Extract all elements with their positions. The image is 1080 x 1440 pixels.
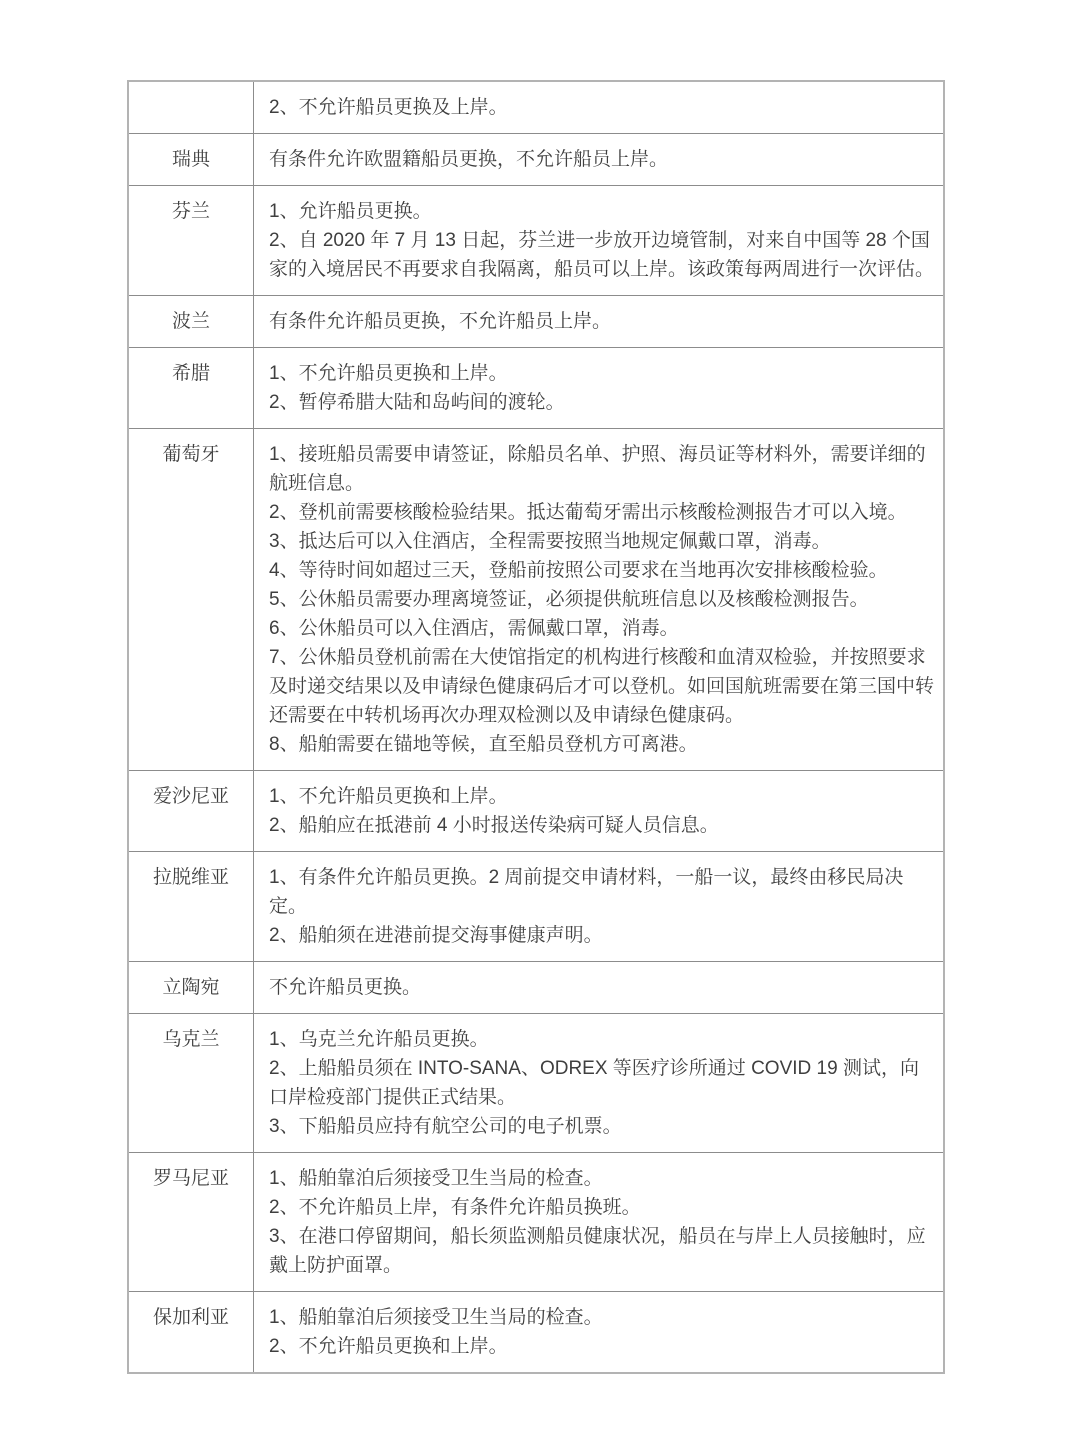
policy-item: 有条件允许船员更换，不允许船员上岸。 <box>269 311 612 332</box>
country-cell: 芬兰 <box>128 186 254 296</box>
country-cell: 罗马尼亚 <box>128 1153 254 1292</box>
crew-change-policy-table <box>127 80 945 1374</box>
policy-item: 3、抵达后可以入住酒店，全程需要按照当地规定佩戴口罩，消毒。 <box>269 531 831 552</box>
policy-item: 2、不允许船员更换和上岸。 <box>269 1336 508 1357</box>
table-row <box>128 186 944 296</box>
policy-cell <box>254 81 945 134</box>
table-row <box>128 134 944 186</box>
policy-item: 2、暂停希腊大陆和岛屿间的渡轮。 <box>269 392 565 413</box>
policy-item: 6、公休船员可以入住酒店，需佩戴口罩，消毒。 <box>269 618 679 639</box>
table-row <box>128 1292 944 1374</box>
country-cell: 保加利亚 <box>128 1292 254 1374</box>
policy-item: 2、船舶应在抵港前 4 小时报送传染病可疑人员信息。 <box>269 815 719 836</box>
policy-item: 不允许船员更换。 <box>269 977 422 998</box>
policy-cell <box>254 1292 945 1374</box>
country-cell: 立陶宛 <box>128 962 254 1014</box>
table-row <box>128 429 944 771</box>
country-cell: 拉脱维亚 <box>128 852 254 962</box>
country-cell <box>128 81 254 134</box>
policy-item: 8、船舶需要在锚地等候，直至船员登机方可离港。 <box>269 734 698 755</box>
policy-cell <box>254 962 945 1014</box>
policy-item: 2、登机前需要核酸检验结果。抵达葡萄牙需出示核酸检测报告才可以入境。 <box>269 502 907 523</box>
policy-item: 1、不允许船员更换和上岸。 <box>269 363 508 384</box>
policy-item: 2、自 2020 年 7 月 13 日起，芬兰进一步放开边境管制，对来自中国等 28 个国家的入境居民不再要求自我隔离，船员可以上岸。该政策每两周进行一次评估。 <box>269 230 935 280</box>
table-row <box>128 296 944 348</box>
policy-table-body <box>128 81 944 1373</box>
country-cell: 希腊 <box>128 348 254 429</box>
policy-item: 3、下船船员应持有航空公司的电子机票。 <box>269 1116 622 1137</box>
policy-item: 1、有条件允许船员更换。2 周前提交申请材料，一船一议，最终由移民局决定。 <box>269 867 904 917</box>
table-row <box>128 962 944 1014</box>
policy-cell <box>254 296 945 348</box>
policy-cell <box>254 186 945 296</box>
policy-cell <box>254 1014 945 1153</box>
country-cell: 葡萄牙 <box>128 429 254 771</box>
policy-item: 2、上船船员须在 INTO-SANA、ODREX 等医疗诊所通过 COVID 19 测试，向口岸检疫部门提供正式结果。 <box>269 1058 919 1108</box>
policy-item: 1、乌克兰允许船员更换。 <box>269 1029 489 1050</box>
policy-item: 1、不允许船员更换和上岸。 <box>269 786 508 807</box>
policy-item: 1、船舶靠泊后须接受卫生当局的检查。 <box>269 1168 603 1189</box>
policy-item: 3、在港口停留期间，船长须监测船员健康状况，船员在与岸上人员接触时，应戴上防护面罩。 <box>269 1226 926 1276</box>
policy-item: 1、船舶靠泊后须接受卫生当局的检查。 <box>269 1307 603 1328</box>
policy-cell <box>254 429 945 771</box>
table-row <box>128 1014 944 1153</box>
policy-item: 2、不允许船员更换及上岸。 <box>269 97 508 118</box>
country-cell: 波兰 <box>128 296 254 348</box>
policy-cell <box>254 771 945 852</box>
country-cell: 爱沙尼亚 <box>128 771 254 852</box>
policy-item: 2、不允许船员上岸，有条件允许船员换班。 <box>269 1197 641 1218</box>
policy-item: 7、公休船员登机前需在大使馆指定的机构进行核酸和血清双检验，并按照要求及时递交结果以及申请绿色健康码后才可以登机。如回国航班需要在第三国中转还需要在中转机场再次办理双检测以及申请绿色健康码。 <box>269 647 935 726</box>
country-cell: 瑞典 <box>128 134 254 186</box>
policy-item: 有条件允许欧盟籍船员更换，不允许船员上岸。 <box>269 149 669 170</box>
policy-item: 5、公休船员需要办理离境签证，必须提供航班信息以及核酸检测报告。 <box>269 589 869 610</box>
policy-cell <box>254 1153 945 1292</box>
policy-cell <box>254 852 945 962</box>
policy-cell <box>254 134 945 186</box>
policy-item: 1、接班船员需要申请签证，除船员名单、护照、海员证等材料外，需要详细的航班信息。 <box>269 444 926 494</box>
table-row <box>128 852 944 962</box>
table-row <box>128 1153 944 1292</box>
table-row <box>128 348 944 429</box>
table-row <box>128 81 944 134</box>
table-row <box>128 771 944 852</box>
policy-item: 2、船舶须在进港前提交海事健康声明。 <box>269 925 603 946</box>
country-cell: 乌克兰 <box>128 1014 254 1153</box>
policy-cell <box>254 348 945 429</box>
policy-item: 1、允许船员更换。 <box>269 201 432 222</box>
policy-item: 4、等待时间如超过三天，登船前按照公司要求在当地再次安排核酸检验。 <box>269 560 888 581</box>
